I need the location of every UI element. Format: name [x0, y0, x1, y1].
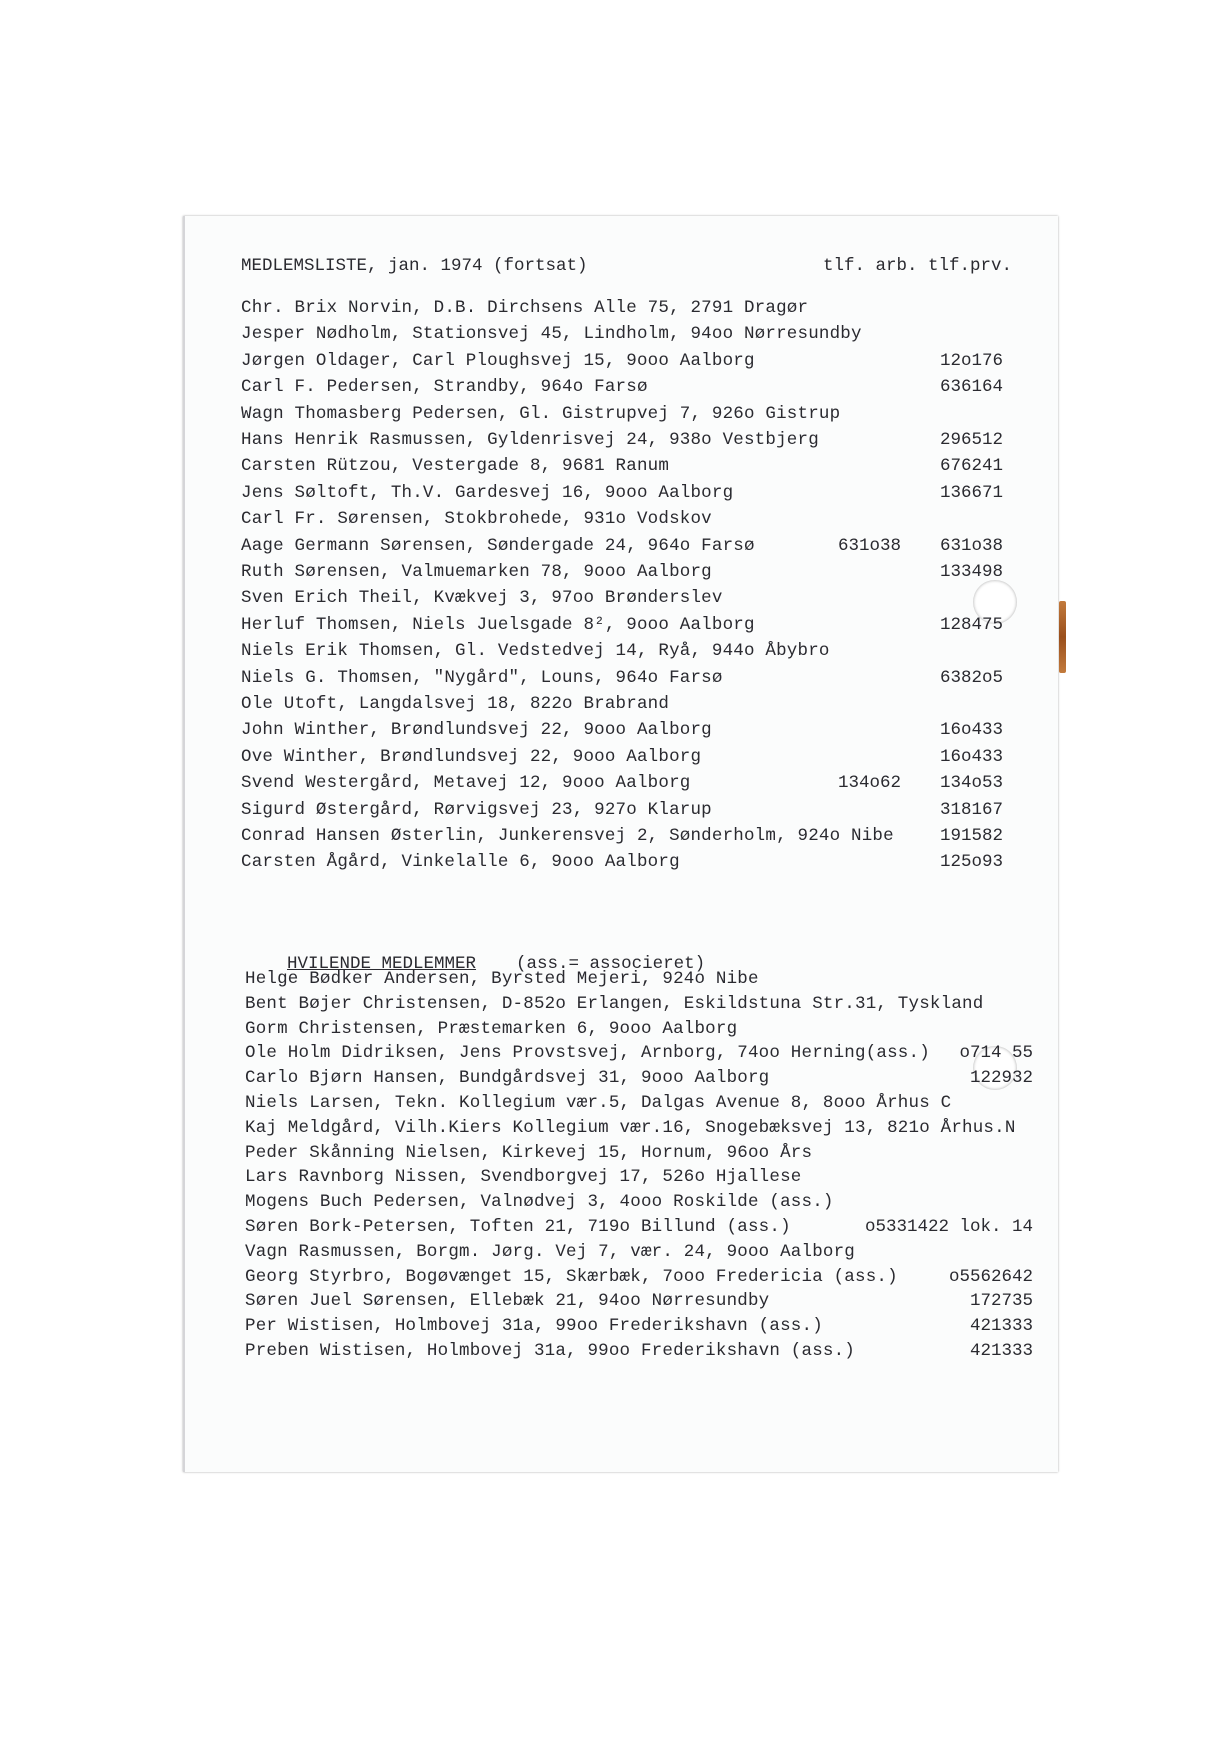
- member-row: Sven Erich Theil, Kvækvej 3, 97oo Brønderslev: [241, 588, 723, 609]
- member-row: Ole Utoft, Langdalsvej 18, 822o Brabrand: [241, 694, 670, 714]
- phone-private: 16o433: [939, 720, 1003, 741]
- phone-private: 676241: [939, 456, 1003, 477]
- member-row: Hans Henrik Rasmussen, Gyldenrisvej 24, 938o Vestbjerg: [241, 430, 819, 450]
- member-row: Aage Germann Sørensen, Søndergade 24, 964o Farsø: [241, 535, 755, 556]
- inactive-phone: 421333: [969, 1341, 1033, 1361]
- member-row: Carl Fr. Sørensen, Stokbrohede, 931o Vodskov: [241, 509, 712, 530]
- member-row: Carsten Ågård, Vinkelalle 6, 9ooo Aalborg: [241, 852, 680, 873]
- member-row: Jørgen Oldager, Carl Ploughsvej 15, 9ooo Aalborg: [241, 350, 755, 371]
- member-row: Svend Westergård, Metavej 12, 9ooo Aalborg: [241, 773, 691, 794]
- inactive-phone: 122932: [969, 1068, 1033, 1089]
- inactive-member-row: Helge Bødker Andersen, Byrsted Mejeri, 924o Nibe: [245, 969, 759, 989]
- inactive-member-row: Bent Bøjer Christensen, D-852o Erlangen, Eskildstuna Str.31, Tyskland: [245, 993, 984, 1014]
- inactive-member-row: Søren Juel Sørensen, Ellebæk 21, 94oo Nørresundby: [245, 1291, 770, 1312]
- page-edge: [183, 216, 185, 1472]
- member-row: Jesper Nødholm, Stationsvej 45, Lindholm, 94oo Nørresundby: [241, 324, 862, 345]
- phone-private: 6382o5: [939, 667, 1003, 688]
- inactive-phone: 421333: [969, 1316, 1033, 1337]
- column-headers: tlf. arb. tlf.prv.: [823, 256, 1013, 276]
- phone-private: 631o38: [939, 535, 1003, 556]
- section-title: HVILENDE MEDLEMMER: [287, 954, 477, 974]
- phone-private: 318167: [939, 799, 1003, 820]
- phone-private: 296512: [939, 430, 1003, 450]
- inactive-phone: 172735: [969, 1291, 1033, 1312]
- member-row: Sigurd Østergård, Rørvigsvej 23, 927o Klarup: [241, 799, 712, 820]
- phone-private: 16o433: [939, 746, 1003, 767]
- inactive-member-row: Søren Bork-Petersen, Toften 21, 719o Billund (ass.): [245, 1217, 791, 1237]
- inactive-phone: o5331422 lok. 14: [864, 1217, 1033, 1237]
- inactive-phone: o714 55: [959, 1043, 1033, 1064]
- inactive-member-row: Gorm Christensen, Præstemarken 6, 9ooo Aalborg: [245, 1018, 738, 1039]
- phone-private: 125o93: [939, 852, 1003, 873]
- inactive-member-row: Kaj Meldgård, Vilh.Kiers Kollegium vær.16, Snogebæksvej 13, 821o Århus.N: [245, 1117, 1016, 1138]
- inactive-member-row: Carlo Bjørn Hansen, Bundgårdsvej 31, 9ooo Aalborg: [245, 1068, 770, 1089]
- inactive-phone: o5562642: [948, 1266, 1033, 1287]
- phone-private: 191582: [939, 826, 1003, 846]
- member-row: Jens Søltoft, Th.V. Gardesvej 16, 9ooo Aalborg: [241, 482, 734, 503]
- member-row: Conrad Hansen Østerlin, Junkerensvej 2, Sønderholm, 924o Nibe: [241, 826, 894, 846]
- phone-private: 128475: [939, 614, 1003, 635]
- member-row: Carl F. Pedersen, Strandby, 964o Farsø: [241, 377, 648, 398]
- phone-private: 133498: [939, 562, 1003, 582]
- member-row: Niels Erik Thomsen, Gl. Vedstedvej 14, Ryå, 944o Åbybro: [241, 641, 830, 662]
- member-row: Niels G. Thomsen, "Nygård", Louns, 964o Farsø: [241, 667, 723, 688]
- page-title: MEDLEMSLISTE, jan. 1974 (fortsat): [241, 256, 588, 276]
- inactive-member-row: Ole Holm Didriksen, Jens Provstsvej, Arnborg, 74oo Herning(ass.): [245, 1043, 930, 1064]
- document-page: [183, 216, 1058, 1472]
- inactive-member-row: Niels Larsen, Tekn. Kollegium vær.5, Dalgas Avenue 8, 8ooo Århus C: [245, 1093, 952, 1113]
- inactive-member-row: Georg Styrbro, Bogøvænget 15, Skærbæk, 7ooo Fredericia (ass.): [245, 1266, 898, 1287]
- member-row: Wagn Thomasberg Pedersen, Gl. Gistrupvej 7, 926o Gistrup: [241, 403, 841, 424]
- phone-work: 631o38: [838, 535, 902, 556]
- phone-private: 134o53: [939, 773, 1003, 794]
- inactive-member-row: Lars Ravnborg Nissen, Svendborgvej 17, 526o Hjallese: [245, 1167, 802, 1188]
- member-row: John Winther, Brøndlundsvej 22, 9ooo Aalborg: [241, 720, 712, 741]
- member-row: Carsten Rützou, Vestergade 8, 9681 Ranum: [241, 456, 670, 477]
- inactive-member-row: Peder Skånning Nielsen, Kirkevej 15, Hornum, 96oo Års: [245, 1142, 813, 1163]
- phone-private: 136671: [939, 482, 1003, 503]
- inactive-member-row: Mogens Buch Pedersen, Valnødvej 3, 4ooo Roskilde (ass.): [245, 1192, 834, 1213]
- inactive-member-row: Preben Wistisen, Holmbovej 31a, 99oo Frederikshavn (ass.): [245, 1341, 855, 1361]
- staple-rust-mark: [1059, 601, 1066, 673]
- inactive-member-row: Per Wistisen, Holmbovej 31a, 99oo Frederikshavn (ass.): [245, 1316, 823, 1337]
- inactive-member-row: Vagn Rasmussen, Borgm. Jørg. Vej 7, vær. 24, 9ooo Aalborg: [245, 1241, 855, 1262]
- member-row: Herluf Thomsen, Niels Juelsgade 8², 9ooo Aalborg: [241, 614, 755, 635]
- phone-work: 134o62: [838, 773, 902, 794]
- member-row: Chr. Brix Norvin, D.B. Dirchsens Alle 75, 2791 Dragør: [241, 298, 809, 318]
- member-row: Ove Winther, Brøndlundsvej 22, 9ooo Aalborg: [241, 746, 702, 767]
- phone-private: 12o176: [939, 350, 1003, 371]
- section-note: (ass.= associeret): [516, 954, 706, 974]
- member-row: Ruth Sørensen, Valmuemarken 78, 9ooo Aalborg: [241, 562, 712, 582]
- phone-private: 636164: [939, 377, 1003, 398]
